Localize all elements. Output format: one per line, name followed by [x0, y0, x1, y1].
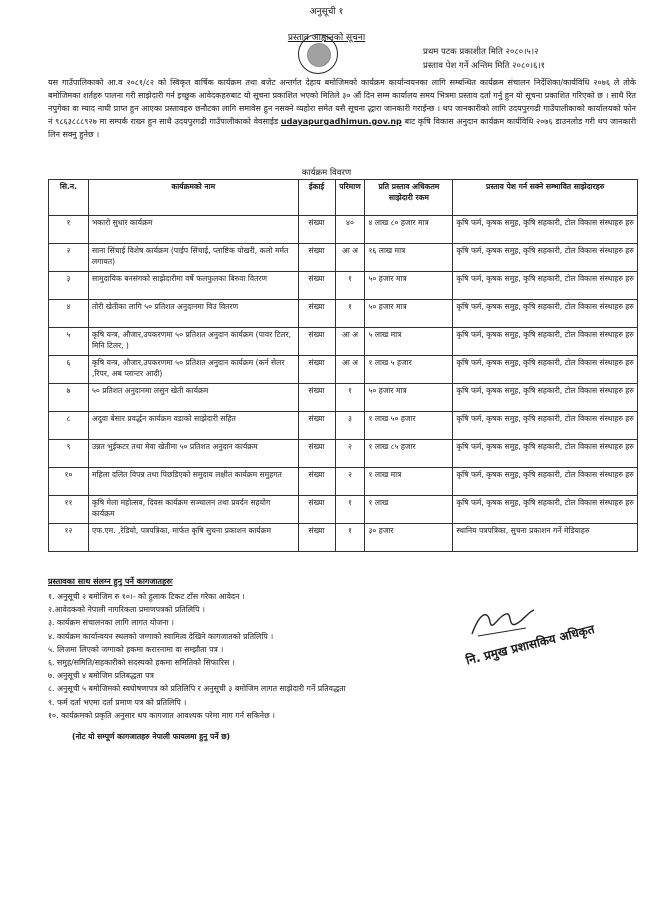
table-cell: संख्या — [298, 468, 335, 496]
table-cell: कृषि फर्म, कृषक समुह, कृषि सहकारी, टोल विकास संस्थाहरु हरु — [453, 412, 638, 440]
table-row — [49, 384, 638, 412]
table-row — [49, 356, 638, 384]
table-caption: कार्यक्रम विवरण — [301, 168, 352, 178]
signature-icon — [468, 606, 538, 640]
table-row — [49, 412, 638, 440]
intro-text-b: बाट कृषि विकास अनुदान कार्यक्रम कार्यविधि २०७६ डाउनलोड गरी थप जानकारी लिन सक्नु हुनेछ । — [48, 117, 637, 139]
table-body — [49, 216, 638, 552]
table-cell: ४० — [335, 216, 365, 244]
table-cell: कृषि फर्म, कृषक समुह, कृषि सहकारी, टोल विकास संस्थाहरु हरु — [453, 384, 638, 412]
table-cell: १ लाख मात्र — [365, 468, 453, 496]
table-cell: कृषि फर्म, कृषक समुह, कृषि सहकारी, टोल विकास संस्थाहरु हरु — [453, 244, 638, 272]
table-cell: सामुदायिक बनसंगको साझेदारीमा वर्षे फलफुलका बिरुवा वितरण — [88, 272, 298, 300]
table-cell: १ — [335, 496, 365, 524]
document-item: ८. अनुसूची ५ बमोजिमको स्वघोषणापत्र को प्रतिलिपि र अनुसूची ३ बमोजिम लागत साझेदारी गर्ने प्रतिवद्धता — [48, 684, 346, 694]
program-table — [48, 179, 638, 552]
first-publication-date: प्रथम पटक प्रकाशीत मिति २०८०।५।२ — [423, 47, 539, 57]
table-row — [49, 440, 638, 468]
table-header-row — [49, 180, 638, 216]
table-cell: ४ लाख ८० हजार मात्र — [365, 216, 453, 244]
table-cell: संख्या — [298, 356, 335, 384]
table-cell: ३ — [335, 412, 365, 440]
table-cell: साना सिंचाई विशेष कार्यक्रम (पाईप सिंचाई, प्लाष्टिक पोखरी, कलो मर्मत लगायत) — [88, 244, 298, 272]
table-cell: २ — [335, 440, 365, 468]
table-cell: कृषि यन्त्र, औजार,उपकरणमा ५० प्रतिशत अनुदान कार्यक्रम (कर्न सेलर ,रिपर, अब प्लान्टर आदी) — [88, 356, 298, 384]
document-item: ९. फर्म दर्ता भएमा दर्ता प्रमाण पत्र को प्रतिलिपि । — [48, 697, 187, 707]
table-cell: आ अ — [335, 356, 365, 384]
annex-label: अनुसूची १ — [309, 7, 344, 17]
table-cell: २ — [335, 468, 365, 496]
table-cell: ५० हजार मात्र — [365, 384, 453, 412]
document-item: ६. समुह/समिति/सहकारीको सदस्यको हकमा समितिको सिफारिस । — [48, 657, 235, 667]
table-cell: १२ — [49, 524, 89, 552]
document-item: ३. कार्यक्रम संचालनका लागि लागत योजना । — [48, 618, 174, 628]
table-cell: १ — [335, 384, 365, 412]
table-cell: ५० हजार मात्र — [365, 300, 453, 328]
table-cell: संख्या — [298, 412, 335, 440]
table-cell: ७ — [49, 384, 89, 412]
table-cell: महिला दलित विपन्न तथा पिछडिएको समुदाय लक्षीत कार्यक्रम समुहगत — [88, 468, 298, 496]
table-cell: ३० हजार — [365, 524, 453, 552]
table-cell: ५ — [49, 328, 89, 356]
table-cell: भकारो सुधार कार्यक्रम — [88, 216, 298, 244]
document-item: ४. कार्यक्रम कार्यान्वयन स्थलको जग्गाको स्वामित्व देखिने कागजातको प्रतिलिपि । — [48, 631, 274, 641]
table-cell: संख्या — [298, 496, 335, 524]
intro-paragraph — [48, 76, 636, 141]
table-row — [49, 468, 638, 496]
table-cell: ५ लाख मात्र — [365, 328, 453, 356]
table-cell: कृषि फर्म, कृषक समुह, कृषि सहकारी, टोल विकास संस्थाहरु हरु — [453, 356, 638, 384]
notice-title: प्रस्ताव आह्वानको सूचना — [287, 33, 366, 43]
table-row — [49, 328, 638, 356]
table-cell: कृषि फर्म, कृषक समुह, कृषि सहकारी, टोल विकास संस्थाहरु हरु — [453, 216, 638, 244]
table-cell: १ लाख ८५ हजार — [365, 440, 453, 468]
table-cell: कृषि फर्म, कृषक समुह, कृषि सहकारी, टोल विकास संस्थाहरु हरु — [453, 328, 638, 356]
table-cell: उन्नत भुईकटर तथा मेवा खेतीमा ५० प्रतिशत अनुदान कार्यक्रम — [88, 440, 298, 468]
table-header-cell: कार्यक्रमको नाम — [88, 180, 298, 216]
document-item: १०. कार्यक्रमको प्रकृति अनुसार थप कागजात आवश्यक परेमा माग गर्न सकिनेछ । — [48, 710, 275, 720]
table-row — [49, 524, 638, 552]
table-cell: ४ — [49, 300, 89, 328]
table-cell: ६ — [49, 356, 89, 384]
last-submission-date: प्रस्ताव पेश गर्ने अन्तिम मिति २०८०।६।१ — [423, 61, 546, 71]
table-cell: ११ — [49, 496, 89, 524]
table-cell: १ लाख ५ हजार — [365, 356, 453, 384]
table-cell: संख्या — [298, 272, 335, 300]
table-cell: ५० प्रतिशत अनुदानमा लसुन खेती कार्यक्रम — [88, 384, 298, 412]
table-row — [49, 272, 638, 300]
website-link[interactable]: udayapurgadhimun.gov.np — [280, 117, 402, 126]
table-cell: १ लाख — [365, 496, 453, 524]
table-cell: अदुवा बेसार प्रवर्द्धन कार्यक्रम वडाको साझेदारी सहित — [88, 412, 298, 440]
document-item: ७. अनुसूची ४ बमोजिम प्रतिबद्धता पत्र — [48, 671, 154, 681]
table-cell: संख्या — [298, 524, 335, 552]
table-cell: कृषि फर्म, कृषक समुह, कृषि सहकारी, टोल विकास संस्थाहरु हरु — [453, 440, 638, 468]
table-header-cell: परिमाण — [335, 180, 365, 216]
table-cell: ८ — [49, 412, 89, 440]
table-cell: ३ — [49, 272, 89, 300]
table-cell: तोरी खेतीका लागि ५० प्रतिशत अनुदानमा विउ वितरण — [88, 300, 298, 328]
table-cell: संख्या — [298, 440, 335, 468]
officer-stamp: नि. प्रमुख प्रशासकिय अधिकृत — [464, 622, 596, 668]
table-cell: एफ.एम. ,रेडियो, पत्रपत्रिका, मार्फत कृषि सुचना प्रकाशन कार्यक्रम — [88, 524, 298, 552]
document-item: ५. लिजमा लिएको जग्गाको हकमा करारनामा वा सम्झौता पत्र । — [48, 644, 224, 654]
table-cell: संख्या — [298, 328, 335, 356]
documents-list — [48, 590, 346, 722]
table-row — [49, 244, 638, 272]
table-cell: १ — [49, 216, 89, 244]
table-cell: कृषि फर्म, कृषक समुह, कृषि सहकारी, टोल विकास संस्थाहरु हरु — [453, 300, 638, 328]
table-cell: ५० हजार मात्र — [365, 272, 453, 300]
table-cell: कृषि फर्म, कृषक समुह, कृषि सहकारी, टोल विकास संस्थाहरु हरु — [453, 272, 638, 300]
table-cell: १ — [335, 524, 365, 552]
table-cell: संख्या — [298, 216, 335, 244]
document-item: २.आवेदकको नेपाली नागरिकता प्रमाणपत्रको प्रतिलिपि । — [48, 605, 205, 615]
table-cell: संख्या — [298, 300, 335, 328]
table-cell: १ लाख ५० हजार — [365, 412, 453, 440]
documents-note: (नोट यो सम्पूर्ण कागजातहरु नेपाली फायलमा हुनु पर्ने छ) — [72, 732, 230, 741]
table-cell: कृषि फर्म, कृषक समुह, कृषि सहकारी, टोल विकास संस्थाहरु हरु — [453, 496, 638, 524]
table-row — [49, 496, 638, 524]
table-cell: १० — [49, 468, 89, 496]
table-cell: १ — [335, 300, 365, 328]
table-cell: आ अ — [335, 244, 365, 272]
table-header-cell: प्रति प्रस्ताव अधिकतम साझेदारी रकम — [365, 180, 453, 216]
document-item: १. अनुसूची २ बमोजिम रु १०।- को हुलाक टिकट टाँस गरेका आवेदन । — [48, 592, 245, 601]
table-row — [49, 300, 638, 328]
table-cell: कृषि मेला महोत्सव, दिवस कार्यक्रम सञ्चालन तथा प्रवर्दन सहयोग कार्यक्रम — [88, 496, 298, 524]
table-cell: स्थानिय पत्रपत्रिका, सुचना प्रकाशन गर्ने मेडियाहरु — [453, 524, 638, 552]
table-cell: १ — [335, 272, 365, 300]
table-cell: आ अ — [335, 328, 365, 356]
table-header-cell: सि.न. — [49, 180, 89, 216]
table-cell: संख्या — [298, 244, 335, 272]
documents-title: प्रस्तावका साथ संलग्न हुनु पर्ने कागजातहरुः — [48, 577, 173, 586]
table-header-cell: ईकाई — [298, 180, 335, 216]
intro-text-a: यस गाउँपालिकाको आ.व २०८१/८२ को स्विकृत वार्षिक कार्यक्रम तथा बजेट अन्तर्गत देहाय बमोजिमको कार्यक्रम कार्यान्वयनका लागि सम्बन्धित कार्यक्रम संचालन निर्देशिका/कार्यविधि २०७६ ले तोके बमोजिमका शर्तहरु पालना गरी साझेदारी गर्न इच्छुक आवेदकहरुबाट यो सूचना प्रकाशित भएको मितिले ३० औं दिन सम्म कार्यालय समय भित्रमा प्रस्ताव दर्ता गर्नु हुन यो सूचना प्रकाशित गरिएको छ । साथै रित नपुगेका वा म्याद नाघी प्राप्त हुन आएका प्रस्तावहरु छनौटका लागि समावेस हुन नसक्ने व्यहोरा समेत यसै सूचना द्धारा जानकारी गराईन्छ । थप जानकारीको लागि उदयपुरगढी गाउँपालीकाको कार्यालयको फोन नं ९८६३८८८९२७ मा सम्पर्क राख्न हुन साथै उदयपुरगढी गाउँपालीकाको वेवसाईड — [48, 78, 636, 126]
table-cell: कृषि यन्त्र, औजार,उपकरणमा ५० प्रतिशत अनुदान कार्यक्रम (पावर टिलर, मिनि टिलर, ) — [88, 328, 298, 356]
table-cell: संख्या — [298, 384, 335, 412]
table-cell: २ — [49, 244, 89, 272]
table-cell: ९ — [49, 440, 89, 468]
table-header-cell: प्रस्ताव पेश गर्न सक्ने सम्भावित साझेदारहरु — [453, 180, 638, 216]
table-cell: १६ लाख मात्र — [365, 244, 453, 272]
table-row — [49, 216, 638, 244]
table-cell: कृषि फर्म, कृषक समुह, कृषि सहकारी, टोल विकास संस्थाहरु हरु — [453, 468, 638, 496]
